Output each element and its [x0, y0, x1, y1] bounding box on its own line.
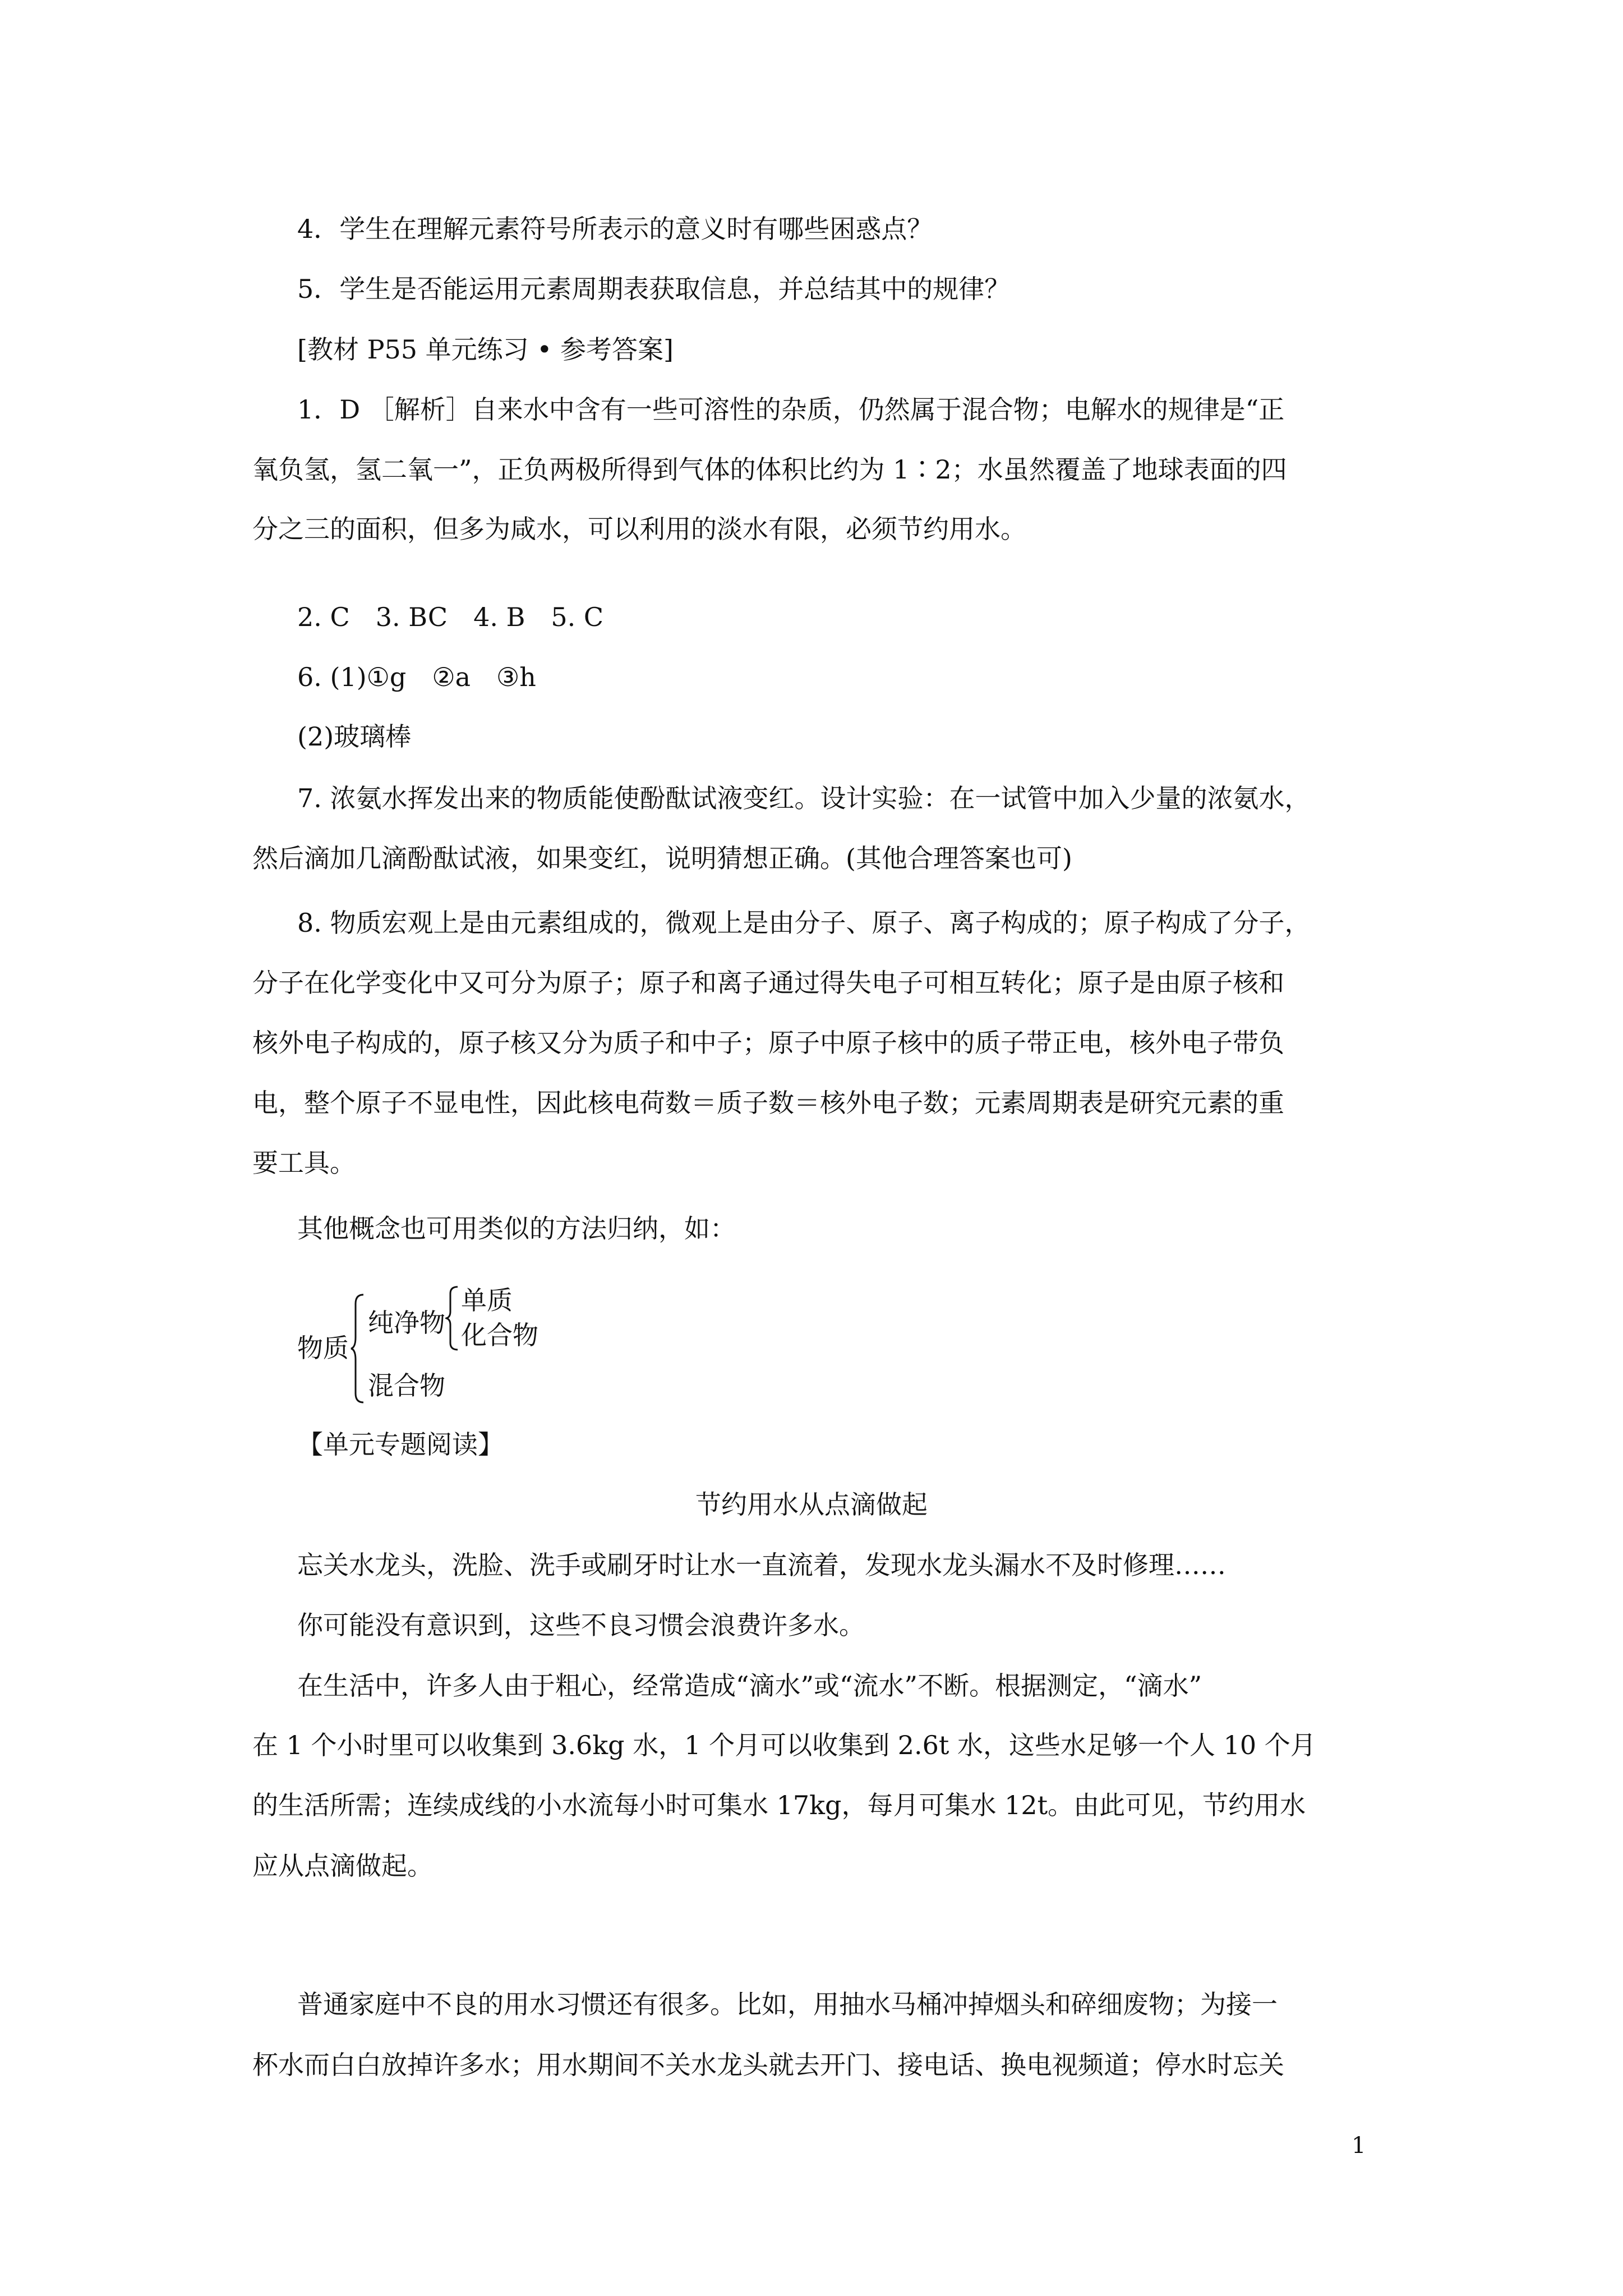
- tree-leaf-element: 单质: [461, 1285, 513, 1315]
- answer-1-line-3: 分之三的面积，但多为咸水，可以利用的淡水有限，必须节约用水。: [252, 514, 1026, 544]
- brace-inner-icon: [445, 1285, 460, 1352]
- article-line-3: 在生活中，许多人由于粗心，经常造成“滴水”或“流水”不断。根据测定，“滴水”: [297, 1671, 1202, 1701]
- answer-8-line-5: 要工具。: [252, 1148, 356, 1178]
- article-line-2: 你可能没有意识到，这些不良习惯会浪费许多水。: [297, 1610, 865, 1640]
- answer-6-part-1: 6. (1)①g ②a ③h: [297, 662, 536, 692]
- summary-intro: 其他概念也可用类似的方法归纳，如：: [297, 1213, 736, 1244]
- classification-tree: [297, 1285, 802, 1419]
- article-line-8: 杯水而白白放掉许多水；用水期间不关水龙头就去开门、接电话、换电视频道；停水时忘关: [252, 2050, 1284, 2080]
- answer-6-part-2: (2)玻璃棒: [297, 721, 412, 752]
- article-title: 节约用水从点滴做起: [695, 1489, 928, 1520]
- question-5: 5．学生是否能运用元素周期表获取信息，并总结其中的规律？: [297, 274, 1011, 304]
- page-number: 1: [1352, 2133, 1366, 2159]
- section-heading: 【单元专题阅读】: [297, 1429, 504, 1460]
- answer-8-line-3: 核外电子构成的，原子核又分为质子和中子；原子中原子核中的质子带正电，核外电子带负: [252, 1028, 1284, 1058]
- answer-1-line-1: 1．D ［解析］自来水中含有一些可溶性的杂质，仍然属于混合物；电解水的规律是“正: [297, 394, 1285, 425]
- answer-8-line-4: 电，整个原子不显电性，因此核电荷数＝质子数＝核外电子数；元素周期表是研究元素的重: [252, 1088, 1284, 1118]
- answers-2-5: 2. C 3. BC 4. B 5. C: [297, 602, 604, 632]
- tree-branch-pure: 纯净物: [368, 1308, 445, 1338]
- brace-left-icon: [350, 1292, 367, 1405]
- article-line-6: 应从点滴做起。: [252, 1851, 433, 1881]
- article-line-7: 普通家庭中不良的用水习惯还有很多。比如，用抽水马桶冲掉烟头和碎细废物；为接一: [297, 1989, 1278, 2019]
- answer-8-line-2: 分子在化学变化中又可分为原子；原子和离子通过得失电子可相互转化；原子是由原子核和: [252, 968, 1284, 998]
- answer-8-line-1: 8. 物质宏观上是由元素组成的，微观上是由分子、原子、离子构成的；原子构成了分子，: [297, 908, 1311, 938]
- article-line-4: 在 1 个小时里可以收集到 3.6kg 水，1 个月可以收集到 2.6t 水，这些水足够一个人 10 个月: [252, 1730, 1316, 1760]
- answer-1-line-2: 氧负氢，氢二氧一”，正负两极所得到气体的体积比约为 1∶2；水虽然覆盖了地球表面的四: [252, 454, 1287, 485]
- tree-root: 物质: [297, 1333, 349, 1363]
- tree-leaf-compound: 化合物: [461, 1320, 538, 1350]
- answer-7-line-1: 7. 浓氨水挥发出来的物质能使酚酞试液变红。设计实验：在一试管中加入少量的浓氨水，: [297, 783, 1311, 813]
- answer-7-line-2: 然后滴加几滴酚酞试液，如果变红，说明猜想正确。(其他合理答案也可): [252, 843, 1072, 873]
- article-line-5: 的生活所需；连续成线的小水流每小时可集水 17kg，每月可集水 12t。由此可见，节约用水: [252, 1790, 1306, 1820]
- tree-branch-mixture: 混合物: [368, 1370, 445, 1401]
- question-4: 4．学生在理解元素符号所表示的意义时有哪些困惑点？: [297, 214, 933, 244]
- answer-key-heading: [教材 P55 单元练习 • 参考答案]: [297, 334, 674, 365]
- article-line-1: 忘关水龙头，洗脸、洗手或刷牙时让水一直流着，发现水龙头漏水不及时修理……: [297, 1550, 1226, 1580]
